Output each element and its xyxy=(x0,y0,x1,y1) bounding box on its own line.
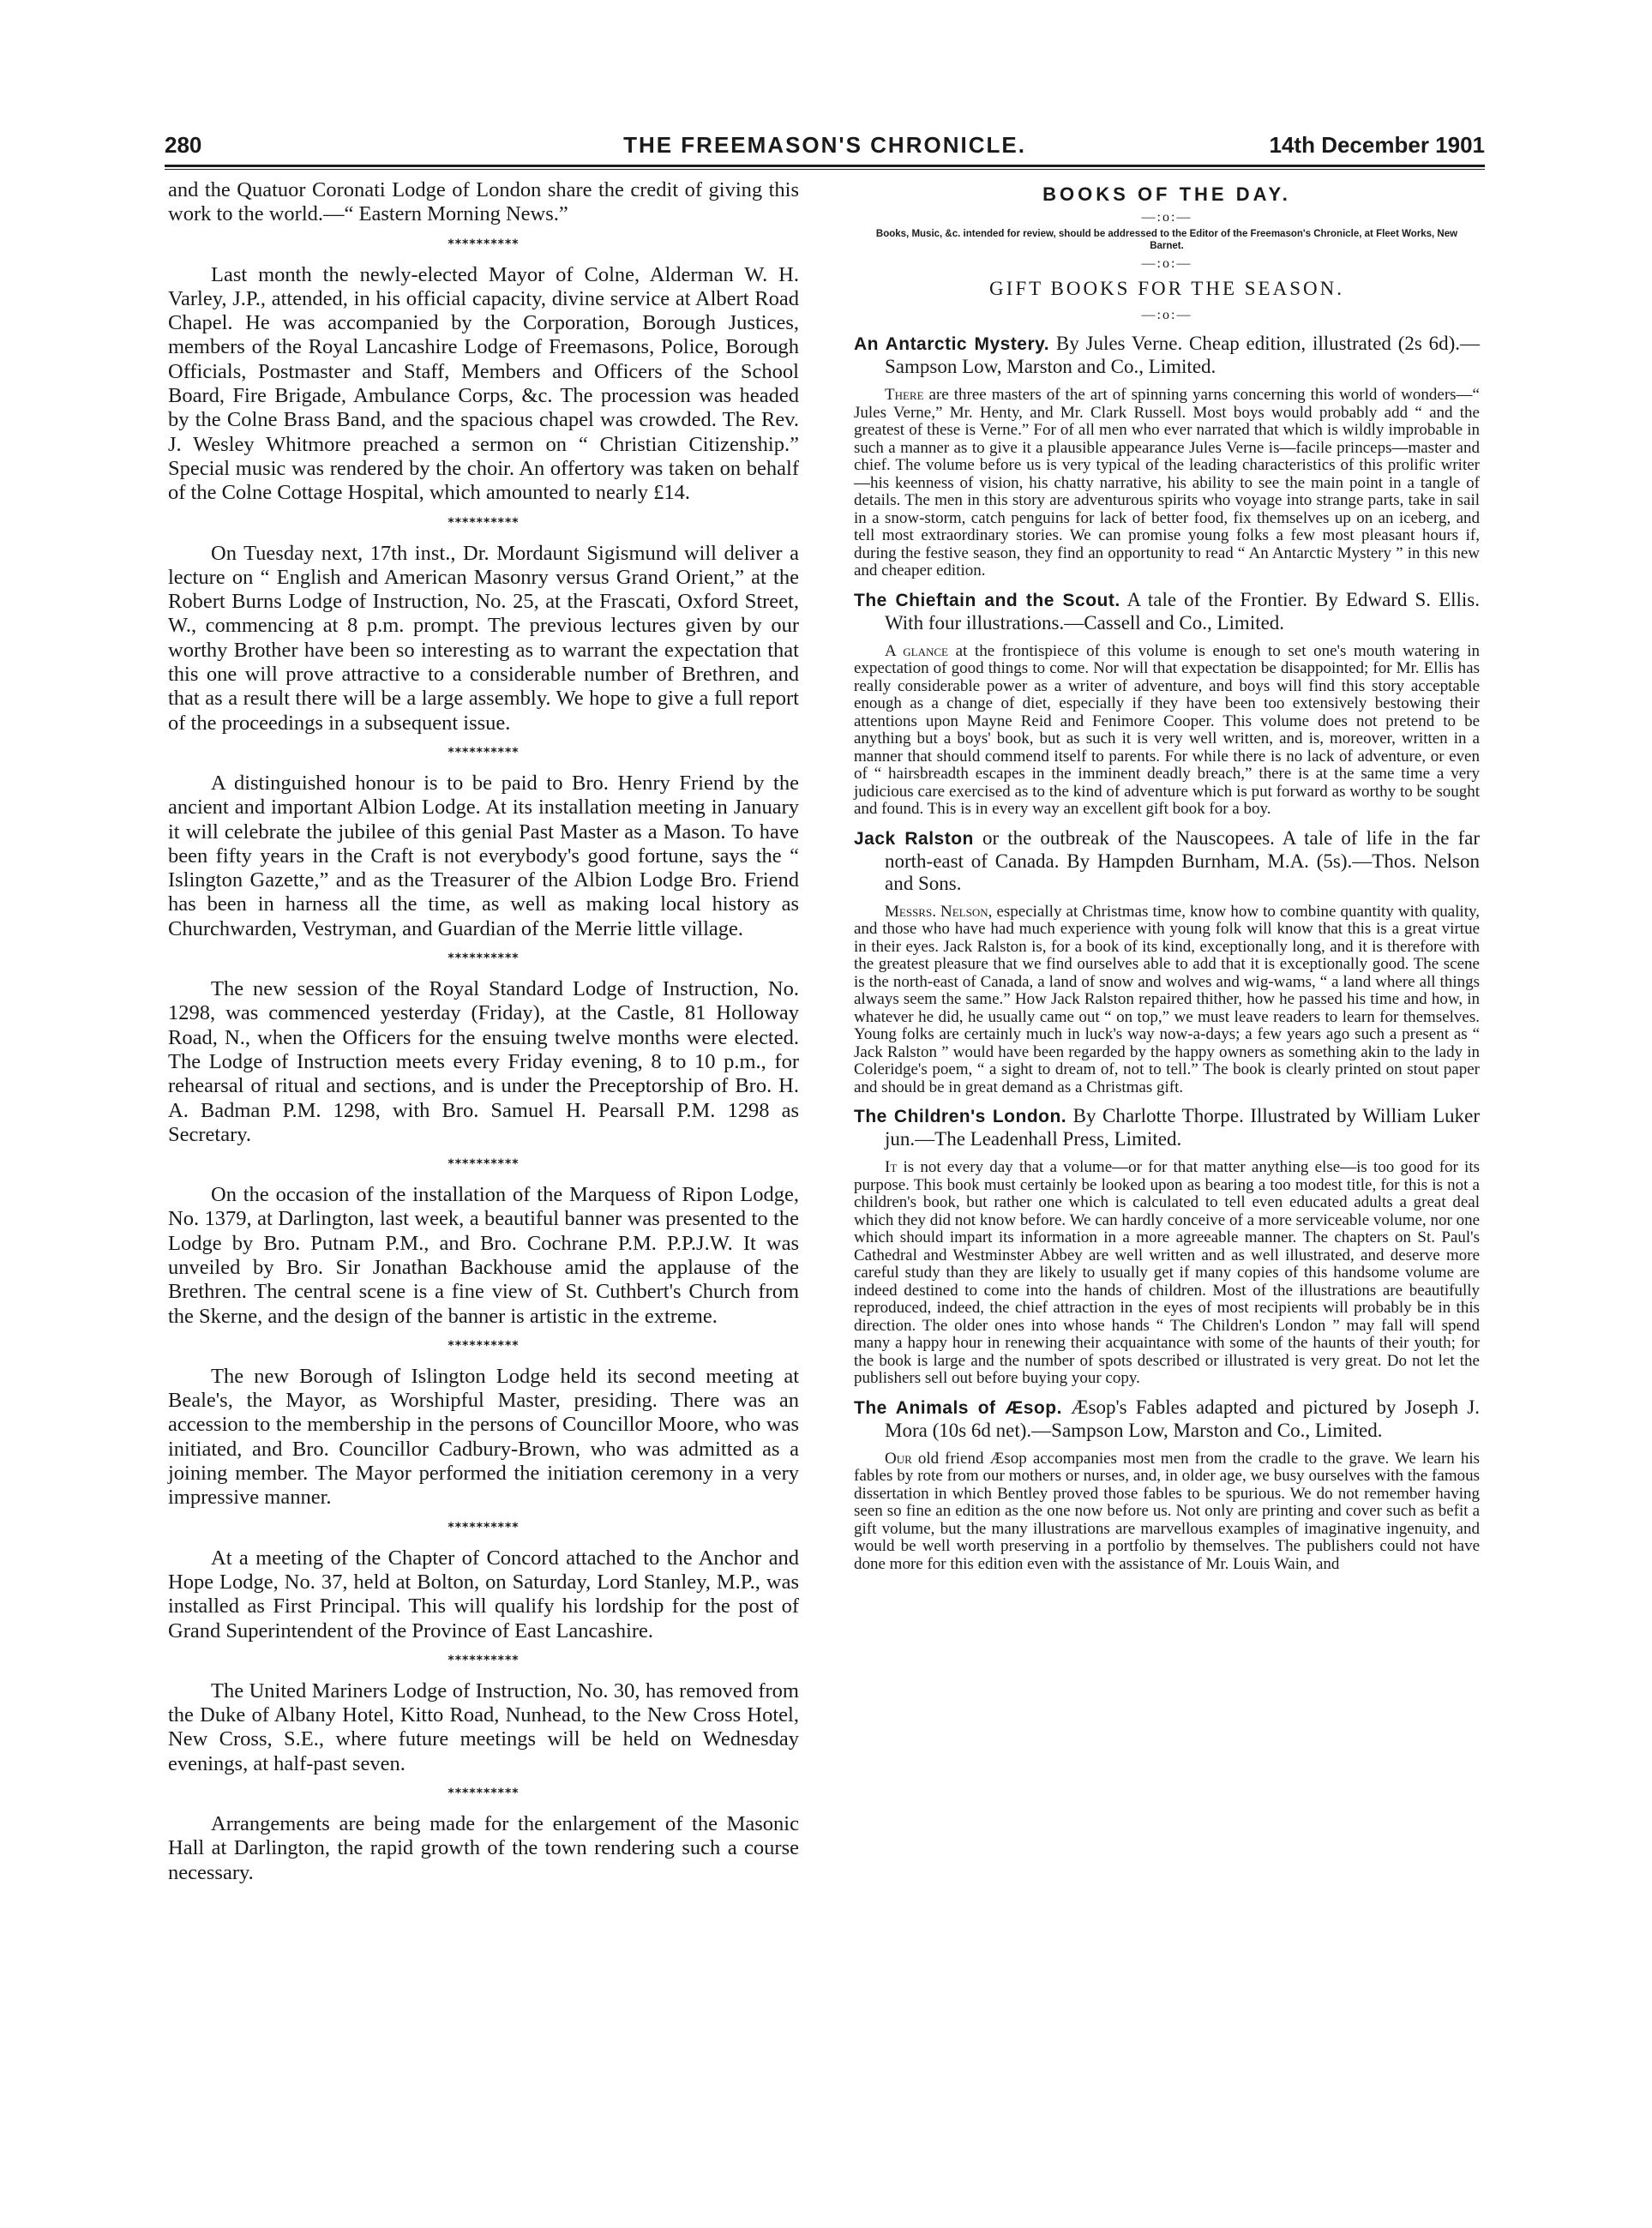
review-lead: Our xyxy=(885,1449,912,1468)
review-text: are three masters of the art of spinning yarns concerning this world of wonders—“ Jules Verne,” Mr. Henty, and Mr. Clark Russell. Most boys would probably add “ and the greatest of these is Verne.” For of all men who ever narrated that which is wildly improbable in such a manner as to give it a plausible appearance Jules Verne is—facile princeps—master and chief. The volume before us is very typical of the leading characteristics of this prolific writer—his keenness of vision, his chatty narrative, his ability to see the main point in a tangle of details. The men in this story are adventurous spirits who voyage into strange parts, take in sail in a snow-storm, catch penguins for lack of better food, fix themselves up on an iceberg, and tell most extraordinary stories. We can promise young folks a few most pleasant hours if, during the festive season, they find an opportunity to read “ An Antarctic Mystery ” in this new and cheaper edition. xyxy=(854,386,1480,580)
page-number: 280 xyxy=(165,132,202,158)
paragraph-separator: ********** xyxy=(448,1520,520,1534)
review-lead: Messrs. Nelson, xyxy=(885,902,993,921)
book-review xyxy=(854,1450,1480,1574)
review-lead: A glance xyxy=(885,641,949,660)
review-text: old friend Æsop accompanies most men from the cradle to the grave. We learn his fables by rote from our mothers or nurses, and, in older age, we busy ourselves with the famous dissertation in which Bentley proved those fables to be spurious. We do not remember having seen so fine an edition as the one now before us. Not only are printing and cover such as befit a gift volume, but the many illustrations are marvellous examples of imaginative ingenuity, and would be well worth preserving in a portfolio by themselves. The publishers could not have done more for this edition even with the assistance of Mr. Louis Wain, and xyxy=(854,1449,1480,1573)
book-details: Æsop's Fables adapted and pictured by Joseph J. Mora (10s 6d net).—Sampson Low, Marston and Co., Limited. xyxy=(885,1396,1481,1441)
book-title: Jack Ralston xyxy=(854,828,974,849)
paragraph-separator: ********** xyxy=(448,1653,520,1667)
paragraph-separator: ********** xyxy=(448,1338,520,1353)
news-paragraph: A distinguished honour is to be paid to Bro. Henry Friend by the ancient and important Albion Lodge. At its installation meeting in January it will celebrate the jubilee of this genial Past Master as a Mason. To have been fifty years in the Craft is not everybody's good fortune, says the “ Islington Gazette,” and as the Treasurer of the Albion Lodge Bro. Friend has been in harness all the time, as well as making local history as Churchwarden, Vestryman, and Guardian of the Merrie little village. xyxy=(168,771,799,940)
news-paragraph: Arrangements are being made for the enlargement of the Masonic Hall at Darlington, the rapid growth of the town rendering such a course necessary. xyxy=(168,1812,799,1884)
book-title: The Chieftain and the Scout. xyxy=(854,590,1120,610)
subsection-title: GIFT BOOKS FOR THE SEASON. xyxy=(989,278,1344,299)
paragraph-separator: ********** xyxy=(448,1787,520,1801)
news-paragraph: The United Mariners Lodge of Instruction, No. 30, has removed from the Duke of Albany Hotel, Kitto Road, Nunhead, to the New Cross Hotel, New Cross, S.E., where future meetings will be held on Wednesday evenings, at half-past seven. xyxy=(168,1679,799,1775)
book-review xyxy=(854,387,1480,580)
review-text: especially at Christmas time, know how to combine quantity with quality, and those who have had much experience with young folk will know that this is a great virtue in their eyes. Jack Ralston is, for a book of its kind, exceptionally long, and it is therefore with the greatest pleasure that we find ourselves able to add that it is exceptionally good. The scene is the north-east of Canada, a land of snow and wolves and wig-wams, “ a land where all things always seem the same.” How Jack Ralston repaired thither, how he passed his time and how, in whatever he did, he usually came out “ on top,” we must leave readers to learn for themselves. Young folks are certainly much in luck's way now-a-days; a few years ago such a present as “ Jack Ralston ” would have been regarded by the happy owners as something akin to the lady in Coleridge's poem, “ a sight to dream of, not to tell.” The book is clearly printed on stout paper and should be in great demand as a Christmas gift. xyxy=(854,902,1481,1096)
book-heading xyxy=(854,1105,1480,1150)
book-heading xyxy=(854,827,1480,895)
header-rule xyxy=(165,165,1485,167)
book-details: or the outbreak of the Nauscopees. A tale of life in the far north-east of Canada. By Hampden Burnham, M.A. (5s).—Thos. Nelson and Sons. xyxy=(885,826,1481,894)
book-heading xyxy=(854,589,1480,634)
book-review xyxy=(854,643,1480,819)
book-heading xyxy=(854,1396,1480,1442)
book-title: The Children's London. xyxy=(854,1107,1067,1126)
header-rule-thin xyxy=(165,169,1485,170)
paragraph-separator: ********** xyxy=(448,952,520,966)
book-entry xyxy=(854,1396,1480,1574)
news-paragraph: The new Borough of Islington Lodge held its second meeting at Beale's, the Mayor, as Worshipful Master, presiding. There was an accession to the membership in the persons of Councillor Moore, who was initiated, and Bro. Councillor Cadbury-Brown, who was admitted as a joining member. The Mayor performed the initiation ceremony in a very impressive manner. xyxy=(168,1364,799,1510)
paragraph-separator: ********** xyxy=(448,1157,520,1172)
review-notice: Books, Music, &c. intended for review, should be addressed to the Editor of the Freemason's Chronicle, at Fleet Works, New Barnet. xyxy=(875,229,1458,251)
news-paragraph: At a meeting of the Chapter of Concord attached to the Anchor and Hope Lodge, No. 37, held at Bolton, on Saturday, Lord Stanley, M.P., was installed as First Principal. This will qualify his lordship for the post of Grand Superintendent of the Province of East Lancashire. xyxy=(168,1546,799,1642)
book-review xyxy=(854,1159,1480,1388)
paragraph-separator: ********** xyxy=(448,237,520,251)
ornament: —:o:— xyxy=(1141,210,1192,225)
book-details: By Charlotte Thorpe. Illustrated by William Luker jun.—The Leadenhall Press, Limited. xyxy=(885,1105,1480,1150)
book-entry xyxy=(854,1105,1480,1388)
issue-date: 14th December 1901 xyxy=(1269,132,1485,158)
ornament: —:o:— xyxy=(1141,256,1192,271)
book-title: An Antarctic Mystery. xyxy=(854,334,1050,354)
book-heading xyxy=(854,333,1480,378)
book-entry xyxy=(854,589,1480,819)
review-text: is not every day that a volume—or for that matter anything else—is too good for its purpose. This book must certainly be looked upon as bearing a too modest title, for this is not a children's book, but rather one which is calculated to tell even educated adults a great deal which they did not know before. We can hardly conceive of a more serviceable volume, nor one which should impart its information in a more agreeable manner. The chapters on St. Paul's Cathedral and Westminster Abbey are well written and as well illustrated, and deserve more careful study than they are likely to usually get if many copies of this handsome volume are indeed destined to come into the hands of children. Most of the illustrations are beautifully reproduced, indeed, the chief attraction in the eyes of most recipients will probably be in this direction. The older ones into whose hands “ The Children's London ” may fall will spend many a happy hour in renewing their acquaintance with some of the haunts of their youth; for the book is large and the number of spots described or illustrated is very great. Do not let the publishers sell out before buying your copy. xyxy=(854,1158,1480,1387)
paragraph-separator: ********** xyxy=(448,515,520,530)
ornament: —:o:— xyxy=(1141,308,1192,322)
news-paragraph: and the Quatuor Coronati Lodge of London share the credit of giving this work to the world.—“ Eastern Morning News.” xyxy=(168,178,799,226)
review-lead: There xyxy=(885,386,924,404)
publication-title: THE FREEMASON'S CHRONICLE. xyxy=(623,132,1026,158)
book-title: The Animals of Æsop. xyxy=(854,1397,1062,1418)
right-column xyxy=(854,178,1480,1578)
news-paragraph: On Tuesday next, 17th inst., Dr. Mordaunt Sigismund will deliver a lecture on “ English and American Masonry versus Grand Orient,” at the Robert Burns Lodge of Instruction, No. 25, at the Frascati, Oxford Street, W., commencing at 8 p.m. prompt. The previous lectures given by our worthy Brother have been so interesting as to warrant the expectation that this one will prove attractive to a considerable number of Brethren, and that as a result there will be a large assembly. We hope to give a full report of the proceedings in a subsequent issue. xyxy=(168,541,799,735)
section-title: BOOKS OF THE DAY. xyxy=(1042,183,1291,205)
book-entry xyxy=(854,827,1480,1097)
book-entry xyxy=(854,333,1480,580)
left-column xyxy=(168,178,799,1885)
news-paragraph: On the occasion of the installation of the Marquess of Ripon Lodge, No. 1379, at Darlington, last week, a beautiful banner was presented to the Lodge by Bro. Putnam P.M., and Bro. Cochrane P.M. P.P.J.W. It was unveiled by Bro. Sir Jonathan Backhouse amid the applause of the Brethren. The central scene is a fine view of St. Cuthbert's Church from the Skerne, and the design of the banner is artistic in the extreme. xyxy=(168,1183,799,1328)
book-review xyxy=(854,904,1480,1097)
paragraph-separator: ********** xyxy=(448,745,520,760)
running-header xyxy=(165,129,1485,163)
review-text: at the frontispiece of this volume is enough to set one's mouth watering in expectation of good things to come. Nor will that expectation be disappointed; for Mr. Ellis has really considerable power as a writer of adventure, and boys will find this story acceptable enough as a change of diet, especially if they have been too extensively bestowing their attentions upon Mayne Reid and Fenimore Cooper. This volume does not pretend to be anything but a boys' book, but as such it is very well written, and is, moreover, written in a manner that should commend itself to parents. For while there is no lack of adventure, or even of “ hairsbreadth escapes in the imminent deadly breach,” there is at the same time a very judicious care exercised as to the kind of adventure which is put forward as worthy to be sought and found. This is in every way an excellent gift book for a boy. xyxy=(854,641,1481,818)
book-details: By Jules Verne. Cheap edition, illustrated (2s 6d).—Sampson Low, Marston and Co., Limited. xyxy=(885,333,1480,377)
news-paragraph: Last month the newly-elected Mayor of Colne, Alderman W. H. Varley, J.P., attended, in his official capacity, divine service at Albert Road Chapel. He was accompanied by the Corporation, Borough Justices, members of the Royal Lancashire Lodge of Freemasons, Police, Borough Officials, Postmaster and Staff, Members and Officers of the School Board, Fire Brigade, Ambulance Corps, &c. The procession was headed by the Colne Brass Band, and the spacious chapel was crowded. The Rev. J. Wesley Whitmore preached a sermon on “ Christian Citizenship.” Special music was rendered by the choir. An offertory was taken on behalf of the Colne Cottage Hospital, which amounted to nearly £14. xyxy=(168,262,799,505)
news-paragraph: The new session of the Royal Standard Lodge of Instruction, No. 1298, was commenced yesterday (Friday), at the Castle, 81 Holloway Road, N., when the Officers for the ensuing twelve months were elected. The Lodge of Instruction meets every Friday evening, 8 to 10 p.m., for rehearsal of ritual and sections, and is under the Preceptorship of Bro. H. A. Badman P.M. 1298, with Bro. Samuel H. Pearsall P.M. 1298 as Secretary. xyxy=(168,977,799,1146)
review-lead: It xyxy=(885,1158,898,1176)
book-details: A tale of the Frontier. By Edward S. Ellis. With four illustrations.—Cassell and Co., Limited. xyxy=(885,588,1481,634)
